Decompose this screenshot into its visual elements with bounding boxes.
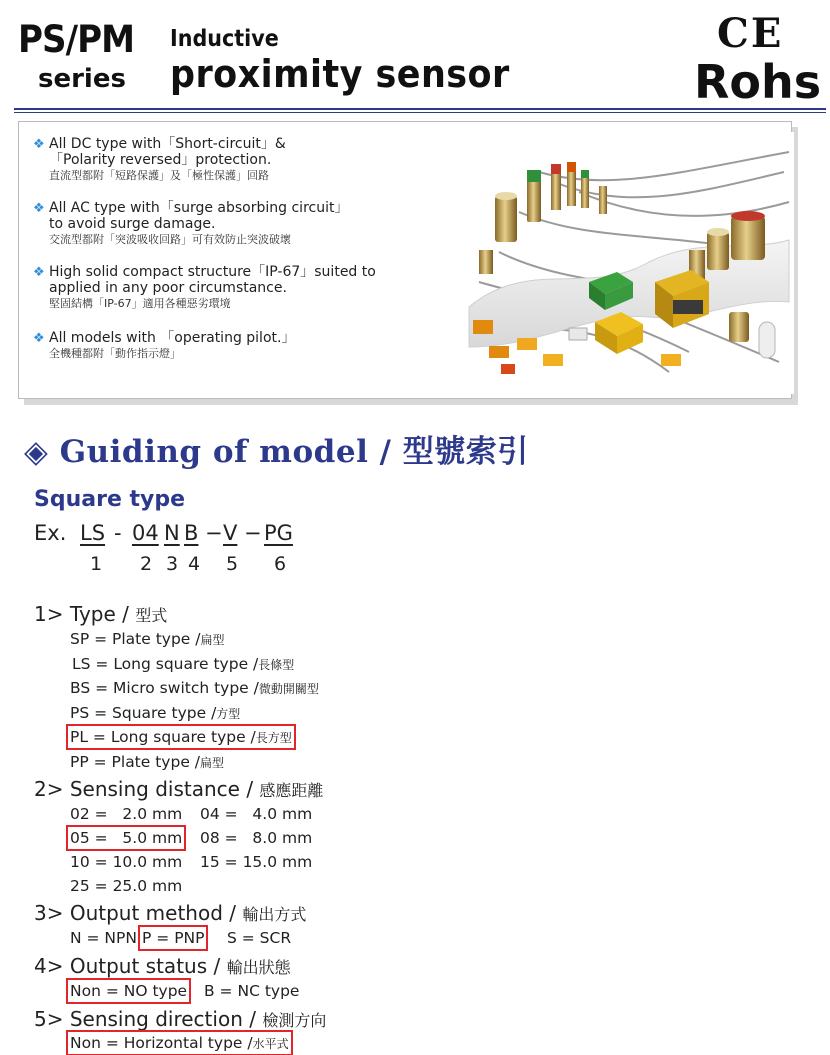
code-part: LS [80, 521, 106, 545]
feature-text: applied in any poor circumstance. [49, 280, 287, 296]
list-item: PS = Square type /方型 [70, 704, 241, 722]
output-heading: 3> Output method / 輸出方式 [34, 901, 307, 925]
feature-text: to avoid surge damage. [49, 216, 216, 232]
product-photo [459, 132, 794, 394]
code-number: 3 [166, 553, 179, 575]
feature-item [33, 200, 453, 247]
code-number: 1 [90, 553, 103, 575]
list-item: 15 = 15.0 mm [200, 853, 313, 871]
status-heading: 4> Output status / 輸出狀態 [34, 954, 291, 978]
code-part: N [164, 521, 180, 545]
list-item: 25 = 25.0 mm [70, 877, 183, 895]
feature-text: All models with 「operating pilot.」 [49, 330, 296, 346]
list-item: 10 = 10.0 mm [70, 853, 183, 871]
code-part: 04 [132, 521, 159, 545]
code-part: V [223, 521, 238, 545]
feature-item [33, 136, 453, 183]
ce-mark: CE [717, 10, 784, 57]
feature-text: High solid compact structure「IP-67」suited to [49, 264, 376, 280]
code-number: 2 [140, 553, 153, 575]
feature-text: All AC type with「surge absorbing circuit」 [49, 200, 349, 216]
example-label: Ex. [34, 521, 67, 545]
series-word: series [38, 64, 126, 94]
list-item-highlighted: P = PNP [142, 929, 205, 947]
header-divider-thin [14, 112, 826, 113]
code-part: B [184, 521, 199, 545]
page-title: proximity sensor [170, 52, 510, 96]
list-item: LS = Long square type /長條型 [72, 655, 295, 673]
sub-title: Inductive [170, 26, 279, 52]
diamond-bullet-icon: ❖ [33, 137, 45, 152]
feature-item [33, 330, 453, 361]
type-heading: 1> Type / 型式 [34, 602, 168, 626]
list-item: BS = Micro switch type /微動開關型 [70, 679, 319, 697]
square-type-heading: Square type [34, 487, 186, 512]
code-number: 4 [188, 553, 201, 575]
list-item: 04 = 4.0 mm [200, 805, 313, 823]
code-separator: − [244, 521, 262, 545]
feature-text-zh: 全機種都附「動作指示燈」 [49, 347, 181, 360]
direction-heading: 5> Sensing direction / 檢測方向 [34, 1007, 327, 1031]
list-item-highlighted: 05 = 5.0 mm [70, 829, 183, 847]
feature-text-zh: 直流型都附「短路保護」及「極性保護」回路 [49, 169, 269, 182]
feature-text-zh: 堅固結構「IP-67」適用各種惡劣環境 [49, 297, 231, 310]
list-item-highlighted: Non = Horizontal type /水平式 [70, 1034, 289, 1052]
list-item: 08 = 8.0 mm [200, 829, 313, 847]
list-item-highlighted: Non = NO type [70, 982, 188, 1000]
list-item-highlighted: PL = Long square type /長方型 [70, 728, 292, 746]
feature-item [33, 264, 453, 311]
distance-heading: 2> Sensing distance / 感應距離 [34, 777, 324, 801]
series-code: PS/PM [18, 18, 135, 61]
header-divider [14, 108, 826, 110]
list-item: S = SCR [227, 929, 292, 947]
code-number: 6 [274, 553, 287, 575]
feature-text: 「Polarity reversed」protection. [49, 152, 272, 168]
list-item: N = NPN [70, 929, 137, 947]
code-separator: - [114, 521, 122, 545]
code-part: PG [264, 521, 293, 545]
diamond-bullet-icon: ❖ [33, 265, 45, 280]
diamond-bullet-icon: ❖ [33, 331, 45, 346]
section-heading: ◈ Guiding of model / 型號索引 [24, 434, 529, 470]
code-separator: − [205, 521, 223, 545]
list-item: B = NC type [204, 982, 300, 1000]
rohs-mark: Rohs [694, 55, 822, 109]
code-number: 5 [226, 553, 239, 575]
list-item: SP = Plate type /扁型 [70, 630, 225, 648]
diamond-bullet-icon: ❖ [33, 201, 45, 216]
feature-text: All DC type with「Short-circuit」& [49, 136, 286, 152]
list-item: PP = Plate type /扁型 [70, 753, 225, 771]
feature-box [18, 121, 792, 399]
list-item: 02 = 2.0 mm [70, 805, 183, 823]
feature-text-zh: 交流型都附「突波吸收回路」可有效防止突波破壞 [49, 233, 291, 246]
